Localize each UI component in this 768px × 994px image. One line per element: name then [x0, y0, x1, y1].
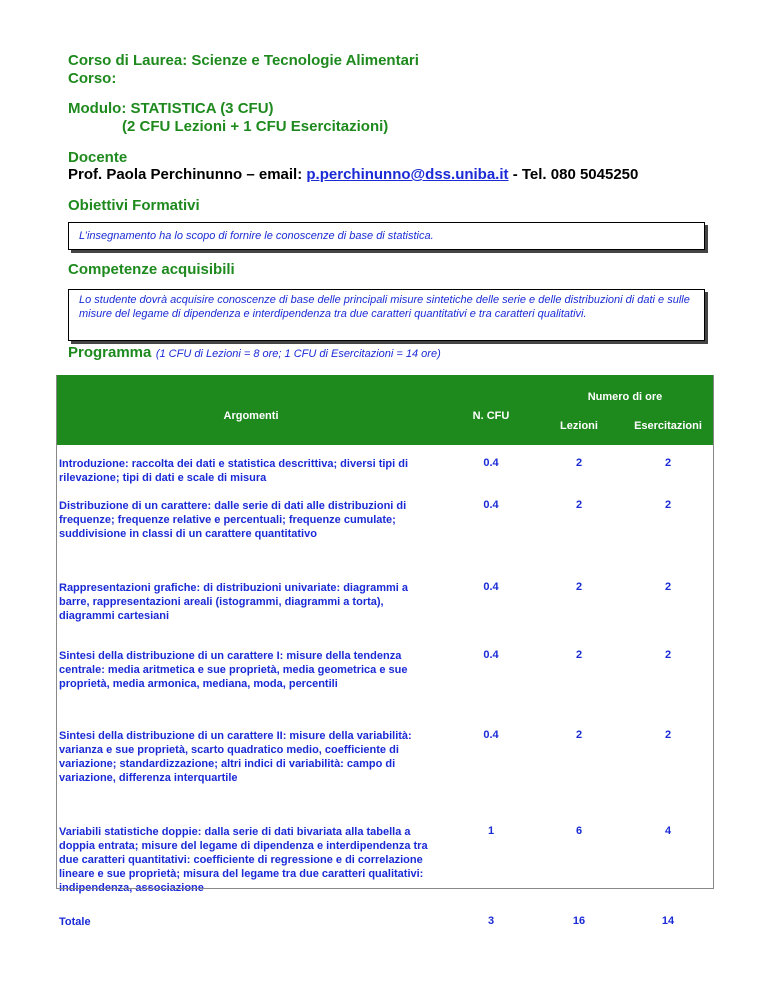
obiettivi-box-shadow-bottom [71, 250, 708, 253]
row-argomento: Sintesi della distribuzione di un carattere I: misure della tendenza centrale: media aritmetica e sue proprietà, media geometrica e sue proprietà, media armonica, mediana, moda, percentili [59, 650, 408, 690]
col-ncfu: N. CFU [446, 375, 536, 445]
row-esercitazioni: 2 [664, 499, 672, 511]
col-lezioni: Lezioni [536, 407, 622, 445]
row-esercitazioni: 2 [664, 581, 672, 593]
row-argomento: Sintesi della distribuzione di un carattere II: misure della variabilità: varianza e sue proprietà, scarto quadratico medio, coefficiente di variazione; standardizzazione; altri indici di variabilità: campo di variazione, differenza interquartile [59, 730, 412, 784]
docente-email-link[interactable]: p.perchinunno@dss.uniba.it [306, 166, 509, 183]
table-row [56, 445, 714, 487]
docente-heading: Docente [68, 149, 128, 166]
docente-tel: - Tel. 080 5045250 [508, 166, 639, 183]
totale-esercitazioni: 14 [661, 915, 675, 927]
row-lezioni: 2 [575, 499, 583, 511]
row-lezioni: 2 [575, 457, 583, 469]
obiettivi-box [68, 222, 705, 250]
totale-lezioni: 16 [572, 915, 586, 927]
row-cfu: 1 [487, 825, 495, 837]
table-row [56, 717, 714, 813]
row-lezioni: 2 [575, 729, 583, 741]
row-argomento: Rappresentazioni grafiche: di distribuzioni univariate: diagrammi a barre, rappresentazioni areali (istogrammi, diagrammi a torta), diagrammi cartesiani [59, 582, 409, 622]
row-esercitazioni: 2 [664, 457, 672, 469]
row-esercitazioni: 2 [664, 649, 672, 661]
obiettivi-box-shadow [705, 225, 708, 253]
row-cfu: 0.4 [483, 649, 499, 661]
row-argomento: Introduzione: raccolta dei dati e statistica descrittiva; diversi tipi di rilevazione; tipi di dati e scale di misura [59, 458, 409, 484]
row-lezioni: 2 [575, 581, 583, 593]
row-cfu: 0.4 [483, 457, 499, 469]
table-row [56, 637, 714, 717]
docente-name: Prof. Paola Perchinunno – email: [68, 166, 307, 183]
col-argomenti: Argomenti [56, 375, 446, 445]
totale-label: Totale [59, 916, 91, 928]
docente-line [68, 166, 638, 184]
row-cfu: 0.4 [483, 499, 499, 511]
obiettivi-heading: Obiettivi Formativi [68, 197, 200, 214]
programma-table [56, 375, 714, 933]
row-argomento: Variabili statistiche doppie: dalla serie di dati bivariata alla tabella a doppia entrata; misure del legame di dipendenza e interdipendenza tra due caratteri quantitativi: coefficiente di regressione e di correlazione lineare e sue proprietà; misura del legame tra due caratteri qualitativi: indipendenza, associazione [59, 826, 428, 894]
table-row [56, 813, 714, 913]
col-numero-ore: Numero di ore [536, 375, 714, 407]
row-argomento: Distribuzione di un carattere: dalle serie di dati alle distribuzioni di frequenze; frequenze relative e percentuali; frequenze cumulate; suddivisione in classi di un carattere quantitativo [59, 500, 407, 540]
table-row [56, 569, 714, 637]
table-row-totale [56, 913, 714, 933]
row-esercitazioni: 2 [664, 729, 672, 741]
modulo-detail: (2 CFU Lezioni + 1 CFU Esercitazioni) [122, 118, 389, 135]
competenze-box-shadow [705, 292, 708, 344]
programma-note: (1 CFU di Lezioni = 8 ore; 1 CFU di Esercitazioni = 14 ore) [155, 348, 441, 360]
programma-heading-line [68, 344, 441, 362]
obiettivi-text: L’insegnamento ha lo scopo di fornire le conoscenze di base di statistica. [79, 230, 434, 242]
row-lezioni: 6 [575, 825, 583, 837]
competenze-box [68, 289, 705, 341]
row-esercitazioni: 4 [664, 825, 672, 837]
corso-label: Corso: [68, 70, 117, 87]
row-lezioni: 2 [575, 649, 583, 661]
col-esercitazioni: Esercitazioni [622, 407, 714, 445]
programma-heading: Programma [68, 344, 152, 361]
modulo-title: Modulo: STATISTICA (3 CFU) [68, 100, 274, 117]
row-cfu: 0.4 [483, 729, 499, 741]
table-row [56, 487, 714, 569]
competenze-text: Lo studente dovrà acquisire conoscenze di base delle principali misure sintetiche delle serie e delle distribuzioni di dati e sulle misure del legame di dipendenza e interdipendenza tra due caratteri quantitativi e tra caratteri qualitativi. [79, 294, 690, 320]
row-cfu: 0.4 [483, 581, 499, 593]
totale-cfu: 3 [487, 915, 495, 927]
corso-di-laurea: Corso di Laurea: Scienze e Tecnologie Alimentari [68, 52, 419, 69]
competenze-heading: Competenze acquisibili [68, 261, 235, 278]
